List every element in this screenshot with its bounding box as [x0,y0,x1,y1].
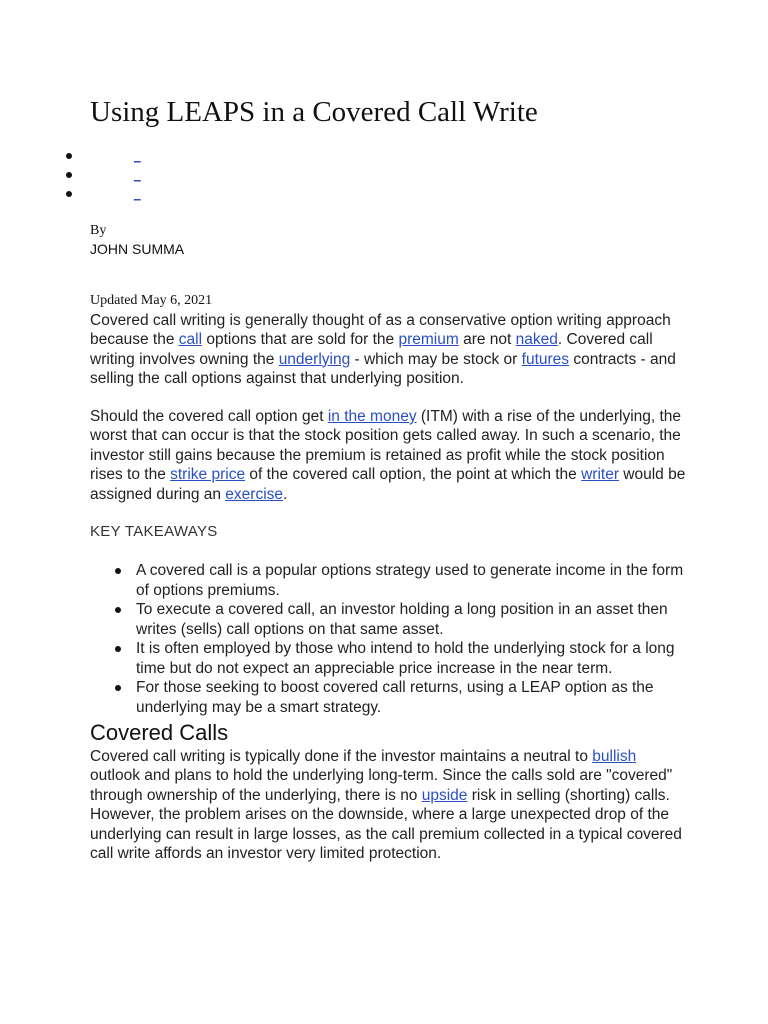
text-segment: are not [458,331,516,349]
takeaway-item: A covered call is a popular options strategy used to generate income in the form of options premiums. [90,561,690,600]
takeaway-item: To execute a covered call, an investor holding a long position in an asset then writes (sells) call options on that same asset. [90,600,690,639]
text-segment: Covered call writing is typically done if the investor maintains a neutral to [90,748,593,765]
inline-link-exercise[interactable]: exercise [225,485,284,503]
updated-date: Updated May 6, 2021 [90,293,213,308]
share-link[interactable]: _ [134,168,141,182]
text-segment: contracts - and selling the call options against that underlying position. [90,350,676,388]
inline-link-in-the-money[interactable]: in the money [327,408,417,425]
text-segment: risk in selling (shorting) calls. However, the problem arises on the downside, where a large unexpected drop of the underlying can result in large losses, as the call premium collected in a typical covered call write affords an investor very limited protection. [90,786,682,863]
text-segment: - which may be stock or [350,350,522,368]
inline-link-futures[interactable]: futures [521,350,570,368]
inline-link-strike-price[interactable]: strike price [170,466,246,484]
section-heading: Covered Calls [90,720,229,745]
covered-calls-paragraph [90,747,690,863]
text-segment: options that are sold for the [202,331,399,349]
text-segment: Covered call writing is generally thought of as a conservative option writing approach because the [90,312,671,349]
inline-link-bullish[interactable]: bullish [592,748,637,765]
text-segment: Should the covered call option get [90,408,328,425]
article-title: Using LEAPS in a Covered Call Write [90,96,538,128]
key-takeaways-heading: KEY TAKEAWAYS [90,523,218,540]
takeaway-item: For those seeking to boost covered call returns, using a LEAP option as the underlying may be a smart strategy. [90,678,690,717]
text-segment: of the covered call option, the point at which the [245,466,582,484]
text-segment: would be assigned during an [90,466,686,503]
share-link[interactable]: _ [134,149,141,163]
byline-label: By [90,223,107,238]
share-link[interactable]: _ [134,187,141,201]
bullet-icon [66,153,72,159]
key-takeaways-list [90,561,690,717]
takeaway-item: It is often employed by those who intend to hold the underlying stock for a long time but do not expect an appreciable price increase in the near term. [90,639,690,678]
inline-link-naked[interactable]: naked [515,331,558,349]
inline-link-upside[interactable]: upside [421,786,468,804]
author-name: JOHN SUMMA [90,241,185,257]
intro-paragraph [90,311,690,389]
bullet-icon [66,172,72,178]
text-segment: outlook and plans to hold the underlying long-term. Since the calls sold are "covered" through ownership of the underlying, there is no [90,767,673,804]
inline-link-underlying[interactable]: underlying [278,350,351,368]
text-segment: . Covered call writing involves owning the [90,331,653,368]
text-segment: . [283,485,288,503]
itm-paragraph [90,407,690,504]
inline-link-writer[interactable]: writer [581,466,619,484]
text-segment: (ITM) with a rise of the underlying, the worst that can occur is that the stock position gets called away. In such a scenario, the investor still gains because the premium is retained as profit while the stock position rises to the [90,408,682,484]
bullet-icon [66,191,72,197]
inline-link-call[interactable]: call [178,331,203,349]
inline-link-premium[interactable]: premium [398,331,459,349]
